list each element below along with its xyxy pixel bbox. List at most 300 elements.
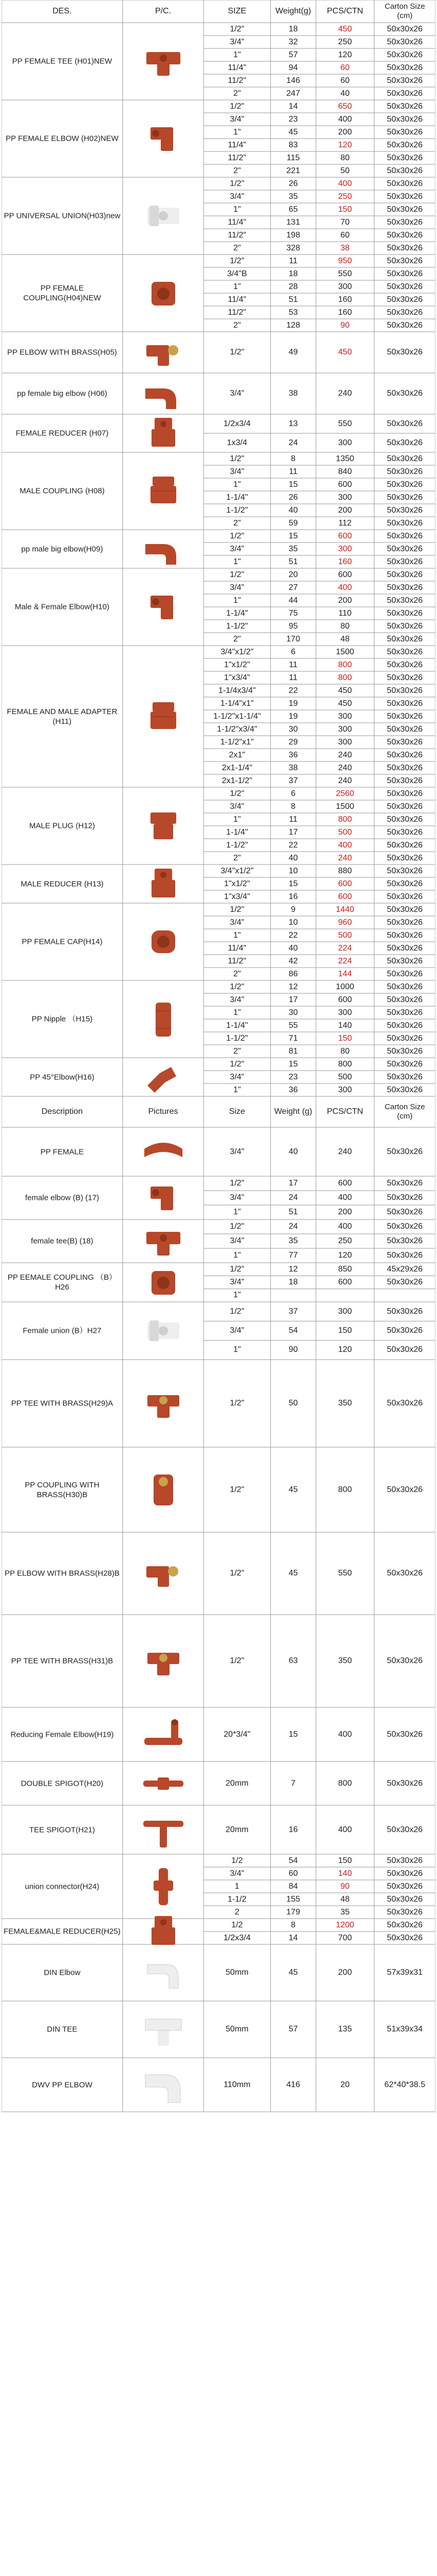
weight-cell: 90: [289, 1345, 298, 1354]
size-cell: 2": [233, 634, 241, 643]
size-cell: 1-1/2: [227, 1894, 247, 1904]
carton-size-cell: 50x30x26: [386, 930, 423, 940]
size-cell: 1/2": [230, 1485, 244, 1494]
size-cell: 1/2x3/4: [223, 419, 251, 428]
carton-size-cell: 50x30x26: [386, 1569, 423, 1578]
size-cell: 2: [234, 1907, 240, 1917]
header-carton: Carton Size (cm): [384, 2, 425, 20]
carton-size-cell: 50x30x26: [386, 454, 423, 463]
carton-size-cell: 50x30x26: [386, 1778, 423, 1788]
product-name: Male & Female Elbow(H10): [14, 602, 110, 612]
pcs-per-carton-cell: 60: [340, 230, 350, 240]
weight-cell: 40: [289, 853, 298, 862]
weight-cell: 57: [289, 2025, 298, 2033]
carton-size-cell: 50x30x26: [386, 892, 423, 901]
pcs-per-carton-cell: 80: [340, 153, 350, 162]
weight-cell: 37: [289, 776, 298, 785]
product-name: Female union (B）H27: [23, 1326, 102, 1335]
pcs-per-carton-cell: 550: [338, 419, 352, 428]
carton-size-cell: 50x30x26: [386, 295, 423, 304]
carton-size-cell: 50x30x26: [386, 1059, 423, 1069]
header-weight: Weight (g): [274, 1107, 312, 1116]
pcs-per-carton-cell: 300: [338, 724, 352, 734]
size-cell: 1/2": [230, 905, 244, 914]
size-cell: 3/4": [230, 544, 244, 553]
weight-cell: 45: [289, 1485, 298, 1494]
carton-size-cell: 50x30x26: [386, 37, 423, 46]
product-name: pp female big elbow (H06): [16, 389, 108, 398]
carton-size-cell: 50x30x26: [386, 1008, 423, 1017]
header-pic: Pictures: [148, 1107, 178, 1116]
carton-size-cell: 50x30x26: [386, 480, 423, 489]
size-cell: 3/4": [230, 1326, 244, 1335]
weight-cell: 11: [289, 467, 298, 476]
weight-cell: 22: [289, 930, 298, 940]
carton-size-cell: 50x30x26: [386, 1856, 423, 1865]
carton-size-cell: 50x30x26: [386, 438, 423, 447]
size-cell: 2": [233, 969, 241, 978]
weight-cell: 11: [289, 660, 298, 669]
weight-cell: 59: [289, 518, 298, 528]
size-cell: 1": [233, 1085, 241, 1094]
pcs-per-carton-cell: 250: [338, 1236, 352, 1245]
size-cell: 3/4"x1/2": [221, 866, 254, 875]
pcs-per-carton-cell: 1200: [335, 1920, 355, 1929]
weight-cell: 63: [289, 1656, 298, 1665]
pcs-per-carton-cell: 120: [338, 1251, 352, 1260]
pcs-per-carton-cell: 550: [338, 269, 352, 278]
weight-cell: 38: [289, 389, 298, 398]
pcs-per-carton-cell: 112: [338, 518, 352, 528]
weight-cell: 50: [289, 1399, 298, 1408]
carton-size-cell: 50x30x26: [386, 647, 423, 656]
product-name: FEMALE AND MALE ADAPTER (H11): [7, 707, 117, 726]
carton-size-cell: 50x30x26: [386, 419, 423, 428]
weight-cell: 36: [289, 1085, 298, 1094]
pcs-per-carton-cell: 40: [340, 89, 350, 98]
weight-cell: 11: [289, 673, 298, 682]
carton-size-cell: 50x30x26: [386, 320, 423, 330]
size-cell: 1": [233, 1008, 241, 1017]
pcs-per-carton-cell: 800: [338, 1059, 352, 1069]
product-name: FEMALE REDUCER (H07): [15, 429, 109, 438]
pcs-per-carton-cell: 1350: [335, 454, 355, 463]
pcs-per-carton-cell: 400: [338, 583, 352, 592]
weight-cell: 15: [289, 1730, 298, 1739]
size-cell: 1-1/4": [226, 1021, 248, 1030]
size-cell: 20mm: [225, 1825, 249, 1834]
reducer-icon: [140, 413, 187, 454]
weight-cell: 15: [289, 1059, 298, 1069]
carton-size-cell: 50x30x26: [386, 282, 423, 291]
size-cell: 1": [233, 1345, 241, 1354]
header-pcs: PCS/CTN: [327, 1107, 363, 1116]
pcs-per-carton-cell: 300: [338, 493, 352, 502]
pcs-per-carton-cell: 160: [338, 295, 352, 304]
pcs-per-carton-cell: 224: [338, 956, 352, 965]
size-cell: 1-1/2": [226, 621, 248, 631]
product-name: TEE SPIGOT(H21): [29, 1825, 95, 1834]
weight-cell: 37: [289, 1307, 298, 1316]
weight-cell: 8: [291, 1920, 296, 1929]
carton-size-cell: 50x30x26: [386, 1326, 423, 1335]
size-cell: 3/4": [230, 389, 244, 398]
size-cell: 1": [233, 596, 241, 605]
pcs-per-carton-cell: 880: [338, 866, 352, 875]
union-b-icon: [140, 1310, 187, 1351]
product-name: PP ELBOW WITH BRASS(H05): [7, 348, 117, 357]
header-size: SIZE: [228, 7, 246, 15]
carton-size-cell: 50x30x26: [386, 802, 423, 811]
weight-cell: 11: [289, 256, 298, 265]
pcs-per-carton-cell: 144: [338, 969, 352, 978]
weight-cell: 8: [291, 454, 296, 463]
pcs-per-carton-cell: 80: [340, 1046, 350, 1056]
carton-size-cell: 51x39x34: [386, 2025, 423, 2033]
product-name: PP FEMALE ELBOW (H02)NEW: [6, 134, 119, 143]
size-cell: 1-1/4"x1": [220, 699, 254, 708]
pcs-per-carton-cell: 650: [338, 101, 352, 111]
pcs-per-carton-cell: 350: [338, 1399, 352, 1408]
pcs-per-carton-cell: 800: [338, 1778, 352, 1788]
pcs-per-carton-cell: 500: [338, 827, 352, 837]
weight-cell: 28: [289, 282, 298, 291]
pcs-per-carton-cell: 1500: [335, 802, 355, 811]
carton-size-cell: 50x30x26: [386, 192, 423, 201]
size-cell: 20*3/4": [224, 1730, 250, 1739]
size-cell: 1"x3/4": [224, 892, 250, 901]
pcs-per-carton-cell: 48: [340, 1894, 350, 1904]
pcs-per-carton-cell: 600: [338, 531, 352, 540]
weight-cell: 12: [289, 1264, 298, 1274]
size-cell: 1x3/4: [227, 438, 247, 447]
pcs-per-carton-cell: 800: [338, 815, 352, 824]
pcs-per-carton-cell: 960: [338, 918, 352, 927]
pcs-per-carton-cell: 450: [338, 348, 352, 357]
carton-size-cell: 50x30x26: [386, 269, 423, 278]
carton-size-cell: 50x30x26: [386, 853, 423, 862]
size-cell: 2": [233, 89, 241, 98]
brass-tee-b-icon: [140, 1640, 187, 1682]
carton-size-cell: 50x30x26: [386, 230, 423, 240]
pcs-per-carton-cell: 300: [338, 1008, 352, 1017]
carton-size-cell: 50x30x26: [386, 1251, 423, 1260]
carton-size-cell: 50x30x26: [386, 89, 423, 98]
size-cell: 1": [233, 1251, 241, 1260]
weight-cell: 15: [289, 480, 298, 489]
pcs-per-carton-cell: 240: [338, 776, 352, 785]
adapter-icon: [140, 696, 187, 737]
pcs-per-carton-cell: 150: [338, 1856, 352, 1865]
weight-cell: 24: [289, 1222, 298, 1231]
weight-cell: 10: [289, 918, 298, 927]
product-name: PP ELBOW WITH BRASS(H28)B: [4, 1569, 120, 1578]
weight-cell: 27: [289, 583, 298, 592]
carton-size-cell: 50x30x26: [386, 1307, 423, 1316]
weight-cell: 9: [291, 905, 296, 914]
weight-cell: 6: [291, 789, 296, 798]
weight-cell: 36: [289, 750, 298, 759]
weight-cell: 12: [289, 982, 298, 991]
weight-cell: 416: [286, 2080, 300, 2089]
pcs-per-carton-cell: 110: [338, 608, 352, 618]
product-name: Reducing Female Elbow(H19): [10, 1730, 114, 1739]
product-name: PP FEMALE COUPLING(H04)NEW: [23, 284, 101, 302]
size-cell: 1/2": [230, 1059, 244, 1069]
size-cell: 3/4": [230, 918, 244, 927]
product-name: DOUBLE SPIGOT(H20): [21, 1779, 104, 1788]
male-big-elbow-icon: [140, 529, 187, 570]
pcs-per-carton-cell: 120: [338, 1345, 352, 1354]
weight-cell: 8: [291, 802, 296, 811]
elbow45-icon: [140, 1057, 187, 1098]
carton-size-cell: 50x30x26: [386, 153, 423, 162]
pcs-per-carton-cell: 350: [338, 1656, 352, 1665]
pcs-per-carton-cell: 240: [338, 1147, 352, 1156]
weight-cell: 44: [289, 596, 298, 605]
size-cell: 1/2": [230, 1569, 244, 1578]
weight-cell: 86: [289, 969, 298, 978]
size-cell: 3/4": [230, 1072, 244, 1081]
pcs-per-carton-cell: 600: [338, 480, 352, 489]
header-weight: Weight(g): [275, 7, 311, 15]
product-name: union connector(H24): [25, 1882, 99, 1891]
pcs-per-carton-cell: 400: [338, 1193, 352, 1202]
weight-cell: 131: [286, 217, 300, 227]
header-des: Description: [41, 1107, 83, 1116]
carton-size-cell: 50x30x26: [386, 840, 423, 850]
pcs-per-carton-cell: 20: [340, 2080, 350, 2089]
carton-size-cell: 50x30x26: [386, 140, 423, 149]
weight-cell: 77: [289, 1251, 298, 1260]
carton-size-cell: 50x30x26: [386, 621, 423, 631]
size-cell: 2": [233, 243, 241, 252]
carton-size-cell: 50x30x26: [386, 1485, 423, 1494]
weight-cell: 40: [289, 1147, 298, 1156]
pcs-per-carton-cell: 60: [340, 76, 350, 85]
size-cell: 1/2": [230, 789, 244, 798]
size-cell: 11/4": [228, 63, 246, 72]
pcs-per-carton-cell: 600: [338, 1278, 352, 1286]
carton-size-cell: 50x30x26: [386, 531, 423, 540]
pcs-per-carton-cell: 160: [338, 308, 352, 317]
weight-cell: 55: [289, 1021, 298, 1030]
weight-cell: 54: [289, 1326, 298, 1335]
weight-cell: 17: [289, 995, 298, 1004]
carton-size-cell: 50x30x26: [386, 1033, 423, 1043]
carton-size-cell: 50x30x26: [386, 1920, 423, 1929]
weight-cell: 17: [289, 1179, 298, 1188]
size-cell: 50mm: [225, 2025, 249, 2033]
weight-cell: 95: [289, 621, 298, 631]
carton-size-cell: 50x30x26: [386, 776, 423, 785]
carton-size-cell: 50x30x26: [386, 995, 423, 1004]
carton-size-cell: 50x30x26: [386, 243, 423, 252]
pcs-per-carton-cell: 224: [338, 943, 352, 953]
pcs-per-carton-cell: 90: [340, 1882, 350, 1891]
carton-size-cell: 50x30x26: [386, 76, 423, 85]
size-cell: 11/2": [228, 308, 246, 317]
carton-size-cell: 50x30x26: [386, 1894, 423, 1904]
pcs-per-carton-cell: 120: [338, 50, 352, 59]
tee-fitting-icon: [140, 41, 187, 82]
carton-size-cell: 50x30x26: [386, 1656, 423, 1665]
weight-cell: 29: [289, 737, 298, 747]
pcs-per-carton-cell: 120: [338, 140, 352, 149]
size-cell: 1/2": [230, 1222, 244, 1231]
size-cell: 1-1/2": [226, 840, 248, 850]
pcs-per-carton-cell: 70: [340, 217, 350, 227]
pcs-per-carton-cell: 300: [338, 737, 352, 747]
carton-size-cell: 50x30x26: [386, 982, 423, 991]
weight-cell: 35: [289, 544, 298, 553]
size-cell: 3/4": [230, 1193, 244, 1202]
carton-size-cell: 50x30x26: [386, 686, 423, 695]
brass-coupling-icon: [140, 1469, 187, 1511]
carton-size-cell: 50x30x26: [386, 918, 423, 927]
pcs-per-carton-cell: 450: [338, 686, 352, 695]
weight-cell: 247: [286, 89, 300, 98]
weight-cell: 19: [289, 699, 298, 708]
product-name: PP FEMALE TEE (H01)NEW: [12, 57, 112, 66]
size-cell: 2x1": [229, 750, 245, 759]
size-cell: 1": [233, 1291, 241, 1300]
weight-cell: 83: [289, 140, 298, 149]
carton-size-cell: 50x30x26: [386, 63, 423, 72]
carton-size-cell: 50x30x26: [386, 1933, 423, 1942]
weight-cell: 198: [286, 230, 300, 240]
weight-cell: 23: [289, 1072, 298, 1081]
carton-size-cell: 50x30x26: [386, 1046, 423, 1056]
weight-cell: 10: [289, 866, 298, 875]
size-cell: 1-1/4": [226, 608, 248, 618]
weight-cell: 14: [289, 1933, 298, 1942]
size-cell: 1-1/4": [226, 827, 248, 837]
carton-size-cell: 50x30x26: [386, 114, 423, 124]
size-cell: 1: [234, 1882, 240, 1891]
pcs-per-carton-cell: 500: [338, 930, 352, 940]
product-name: PP FEMALE CAP(H14): [22, 937, 103, 946]
weight-cell: 54: [289, 1856, 298, 1865]
carton-size-cell: 50x30x26: [386, 205, 423, 214]
size-cell: 1-1/2"x3/4": [216, 724, 258, 734]
carton-size-cell: 50x30x26: [386, 1193, 423, 1202]
weight-cell: 18: [289, 1278, 298, 1286]
header-pic: P/C.: [155, 7, 172, 15]
size-cell: 3/4": [230, 467, 244, 476]
product-name: MALE REDUCER (H13): [21, 879, 104, 888]
weight-cell: 57: [289, 50, 298, 59]
weight-cell: 71: [289, 1033, 298, 1043]
coupling-b-icon: [140, 1262, 187, 1303]
carton-size-cell: 50x30x26: [386, 943, 423, 953]
size-cell: 11/4": [228, 943, 246, 953]
carton-size-cell: 50x30x26: [386, 596, 423, 605]
carton-size-cell: 50x30x26: [386, 1208, 423, 1216]
carton-size-cell: 50x30x26: [386, 308, 423, 317]
weight-cell: 179: [286, 1907, 300, 1917]
carton-size-cell: 50x30x26: [386, 50, 423, 59]
din-elbow-icon: [140, 1952, 187, 1993]
carton-size-cell: 50x30x26: [386, 1869, 423, 1878]
big-elbow-icon: [140, 373, 187, 414]
pcs-per-carton-cell: 2560: [335, 789, 355, 798]
size-cell: 3/4": [230, 583, 244, 592]
male-reducer-icon: [140, 863, 187, 905]
weight-cell: 35: [289, 192, 298, 201]
pcs-per-carton-cell: 400: [338, 1222, 352, 1231]
product-name: PP 45°Elbow(H16): [30, 1073, 94, 1081]
weight-cell: 19: [289, 711, 298, 721]
female-tee-b-icon: [140, 1221, 187, 1262]
size-cell: 3/4": [230, 114, 244, 124]
weight-cell: 7: [291, 1778, 296, 1788]
size-cell: 2": [233, 853, 241, 862]
size-cell: 1"x1/2": [224, 660, 250, 669]
carton-size-cell: 50x30x26: [386, 1825, 423, 1834]
weight-cell: 24: [289, 1193, 298, 1202]
dwv-elbow-icon: [140, 2064, 187, 2106]
pcs-per-carton-cell: 90: [340, 320, 350, 330]
weight-cell: 49: [289, 348, 298, 357]
male-coupling-icon: [140, 470, 187, 512]
pcs-per-carton-cell: 50: [340, 166, 350, 175]
weight-cell: 94: [289, 63, 298, 72]
pcs-per-carton-cell: 240: [338, 750, 352, 759]
size-cell: 2": [233, 320, 241, 330]
weight-cell: 26: [289, 493, 298, 502]
carton-size-cell: 50x30x26: [386, 1399, 423, 1408]
pcs-per-carton-cell: 135: [338, 2025, 352, 2033]
female-u-icon: [140, 1131, 187, 1173]
carton-size-cell: 50x30x26: [386, 866, 423, 875]
weight-cell: 45: [289, 1569, 298, 1578]
product-name: PP TEE WITH BRASS(H31)B: [11, 1656, 113, 1666]
weight-cell: 170: [286, 634, 300, 643]
weight-cell: 26: [289, 179, 298, 188]
size-cell: 1": [233, 127, 241, 137]
pcs-per-carton-cell: 600: [338, 570, 352, 579]
product-name: FEMALE&MALE REDUCER(H25): [4, 1927, 121, 1936]
weight-cell: 40: [289, 505, 298, 515]
carton-size-cell: 50x30x26: [386, 467, 423, 476]
brass-elbow-b-icon: [140, 1553, 187, 1594]
union-fitting-icon: [140, 195, 187, 236]
pcs-per-carton-cell: 200: [338, 127, 352, 137]
size-cell: 11/4": [228, 295, 246, 304]
size-cell: 1/2": [230, 256, 244, 265]
product-name: PP FEMALE: [40, 1147, 84, 1156]
pcs-per-carton-cell: 150: [338, 1326, 352, 1335]
weight-cell: 38: [289, 763, 298, 772]
size-cell: 3/4"B: [227, 269, 247, 278]
size-cell: 11/2": [228, 956, 246, 965]
double-spigot-icon: [140, 1763, 187, 1804]
product-name: female elbow (B) (17): [25, 1193, 99, 1202]
plug-icon: [140, 805, 187, 846]
pcs-per-carton-cell: 450: [338, 699, 352, 708]
product-name: PP COUPLING WITH BRASS(H30)B: [25, 1480, 99, 1499]
pcs-per-carton-cell: 600: [338, 879, 352, 888]
weight-cell: 13: [289, 419, 298, 428]
product-name: pp male big elbow(H09): [21, 545, 103, 553]
pcs-per-carton-cell: 250: [338, 37, 352, 46]
weight-cell: 20: [289, 570, 298, 579]
size-cell: 3/4": [230, 1147, 244, 1156]
size-cell: 1-1/4x3/4": [218, 686, 256, 695]
female-elbow-b-icon: [140, 1177, 187, 1218]
pcs-per-carton-cell: 1500: [335, 647, 355, 656]
